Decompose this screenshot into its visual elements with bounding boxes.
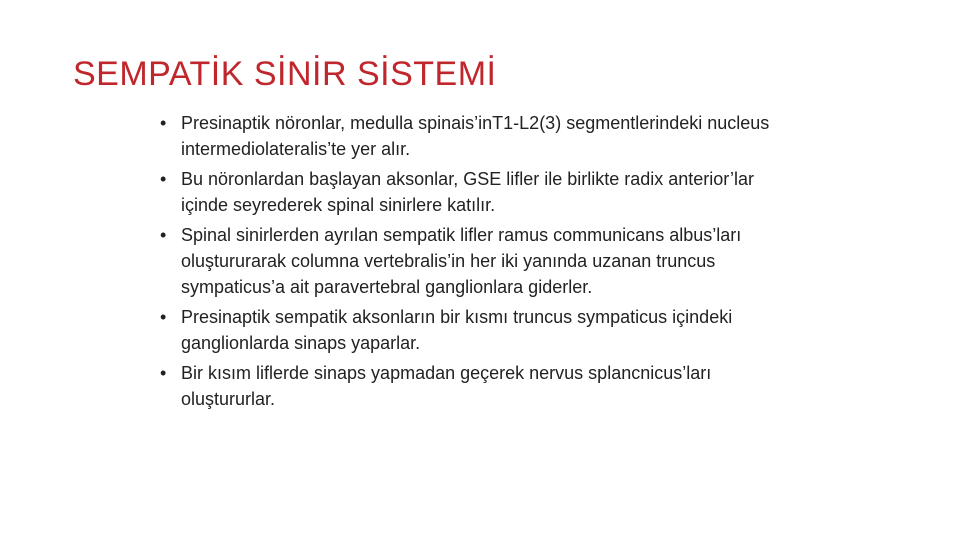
bullet-list: [160, 110, 800, 416]
bullet-item: [160, 110, 800, 162]
slide-title: SEMPATİK SİNİR SİSTEMİ: [73, 55, 497, 93]
bullet-item: [160, 222, 800, 300]
bullet-icon: •: [160, 363, 167, 383]
bullet-item: [160, 360, 800, 412]
bullet-text: Presinaptik nöronlar, medulla spinais’inT1-L2(3) segmentlerindeki nucleus intermediolateralis’te yer alır.: [181, 113, 770, 159]
bullet-text: Presinaptik sempatik aksonların bir kısmı truncus sympaticus içindeki ganglionlarda sinaps yaparlar.: [181, 307, 733, 353]
bullet-text: Bu nöronlardan başlayan aksonlar, GSE lifler ile birlikte radix anterior’lar içinde seyrederek spinal sinirlere katılır.: [181, 169, 754, 215]
bullet-text: Bir kısım liflerde sinaps yapmadan geçerek nervus splancnicus’ları oluştururlar.: [181, 363, 712, 409]
bullet-text: Spinal sinirlerden ayrılan sempatik lifler ramus communicans albus’ları oluştururarak columna vertebralis’in her iki yanında uzanan truncus sympaticus’a ait paravertebral ganglionlara giderler.: [181, 225, 742, 297]
bullet-icon: •: [160, 225, 167, 245]
bullet-item: [160, 166, 800, 218]
bullet-icon: •: [160, 169, 167, 189]
bullet-item: [160, 304, 800, 356]
bullet-icon: •: [160, 113, 167, 133]
bullet-icon: •: [160, 307, 167, 327]
